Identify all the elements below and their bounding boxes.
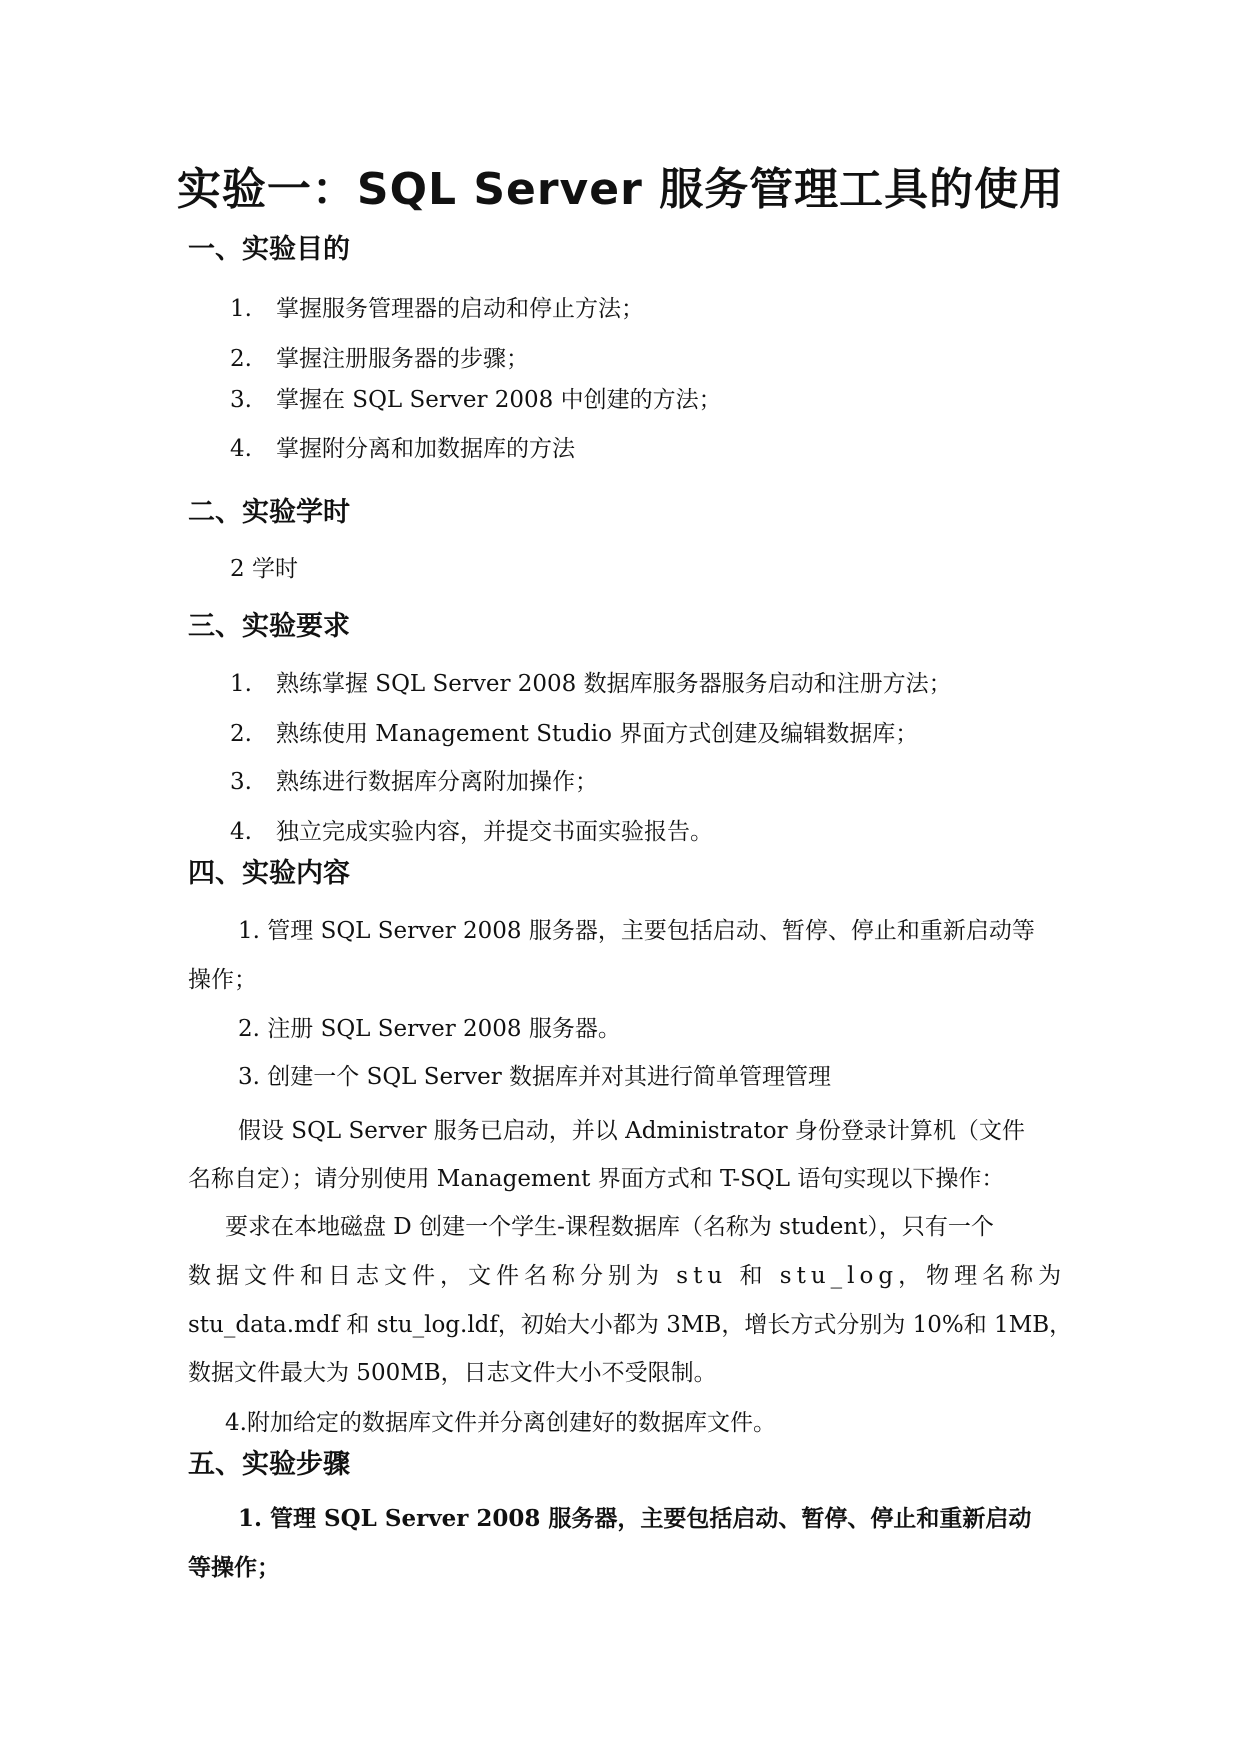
content-item-1-cont: 操作； xyxy=(188,967,257,993)
page-title: 实验一：SQL Server 服务管理工具的使用 xyxy=(176,164,1065,215)
content-item-2: 2. 注册 SQL Server 2008 服务器。 xyxy=(238,1016,621,1042)
content-paragraph-2: 要求在本地磁盘 D 创建一个学生-课程数据库（名称为 student），只有一个 xyxy=(225,1214,994,1240)
requirement-item xyxy=(230,813,713,846)
content-item-3: 3. 创建一个 SQL Server 数据库并对其进行简单管理管理 xyxy=(238,1064,832,1090)
item-number: 4. xyxy=(230,436,252,462)
objective-item xyxy=(230,381,722,414)
item-number: 1. xyxy=(230,296,252,322)
item-text: 独立完成实验内容，并提交书面实验报告。 xyxy=(276,819,713,845)
objective-item xyxy=(230,290,644,323)
content-paragraph-1: 假设 SQL Server 服务已启动，并以 Administrator 身份登录计算机（文件 xyxy=(238,1118,1025,1144)
content-paragraph-1-cont: 名称自定）；请分别使用 Management 界面方式和 T-SQL 语句实现以下操作： xyxy=(188,1166,1005,1192)
hours-text: 2 学时 xyxy=(230,556,298,582)
objective-item xyxy=(230,340,529,373)
step-item-1-cont: 等操作； xyxy=(188,1554,280,1581)
item-text: 掌握注册服务器的步骤； xyxy=(276,346,529,372)
section-heading-content: 四、实验内容 xyxy=(188,858,350,889)
item-text: 掌握服务管理器的启动和停止方法； xyxy=(276,296,644,322)
item-number: 2. xyxy=(230,721,252,747)
requirement-item xyxy=(230,665,952,698)
requirement-item xyxy=(230,763,598,796)
section-heading-requirements: 三、实验要求 xyxy=(188,611,350,642)
objective-item xyxy=(230,430,575,463)
item-text: 掌握附分离和加数据库的方法 xyxy=(276,436,575,462)
section-heading-steps: 五、实验步骤 xyxy=(188,1449,350,1480)
item-number: 2. xyxy=(230,346,252,372)
step-item-1: 1. 管理 SQL Server 2008 服务器，主要包括启动、暂停、停止和重新启动 xyxy=(238,1505,1032,1532)
requirement-item xyxy=(230,715,918,748)
item-number: 4. xyxy=(230,819,252,845)
item-number: 3. xyxy=(230,387,252,413)
content-paragraph-2-line: stu_data.mdf 和 stu_log.ldf，初始大小都为 3MB，增长方式分别为 10%和 1MB， xyxy=(188,1312,1073,1338)
item-text: 掌握在 SQL Server 2008 中创建的方法； xyxy=(276,387,722,413)
item-text: 熟练进行数据库分离附加操作； xyxy=(276,769,598,795)
content-item-4: 4.附加给定的数据库文件并分离创建好的数据库文件。 xyxy=(225,1410,776,1436)
item-text: 熟练使用 Management Studio 界面方式创建及编辑数据库； xyxy=(276,721,919,747)
content-paragraph-2-line: 数据文件最大为 500MB，日志文件大小不受限制。 xyxy=(188,1360,717,1386)
content-paragraph-2-line: 数据文件和日志文件，文件名称分别为 stu 和 stu_log，物理名称为 xyxy=(188,1263,1067,1289)
content-item-1: 1. 管理 SQL Server 2008 服务器，主要包括启动、暂停、停止和重新启动等 xyxy=(238,918,1035,944)
section-heading-objectives: 一、实验目的 xyxy=(188,234,350,265)
item-text: 熟练掌握 SQL Server 2008 数据库服务器服务启动和注册方法； xyxy=(276,671,952,697)
item-number: 1. xyxy=(230,671,252,697)
section-heading-hours: 二、实验学时 xyxy=(188,497,350,528)
item-number: 3. xyxy=(230,769,252,795)
